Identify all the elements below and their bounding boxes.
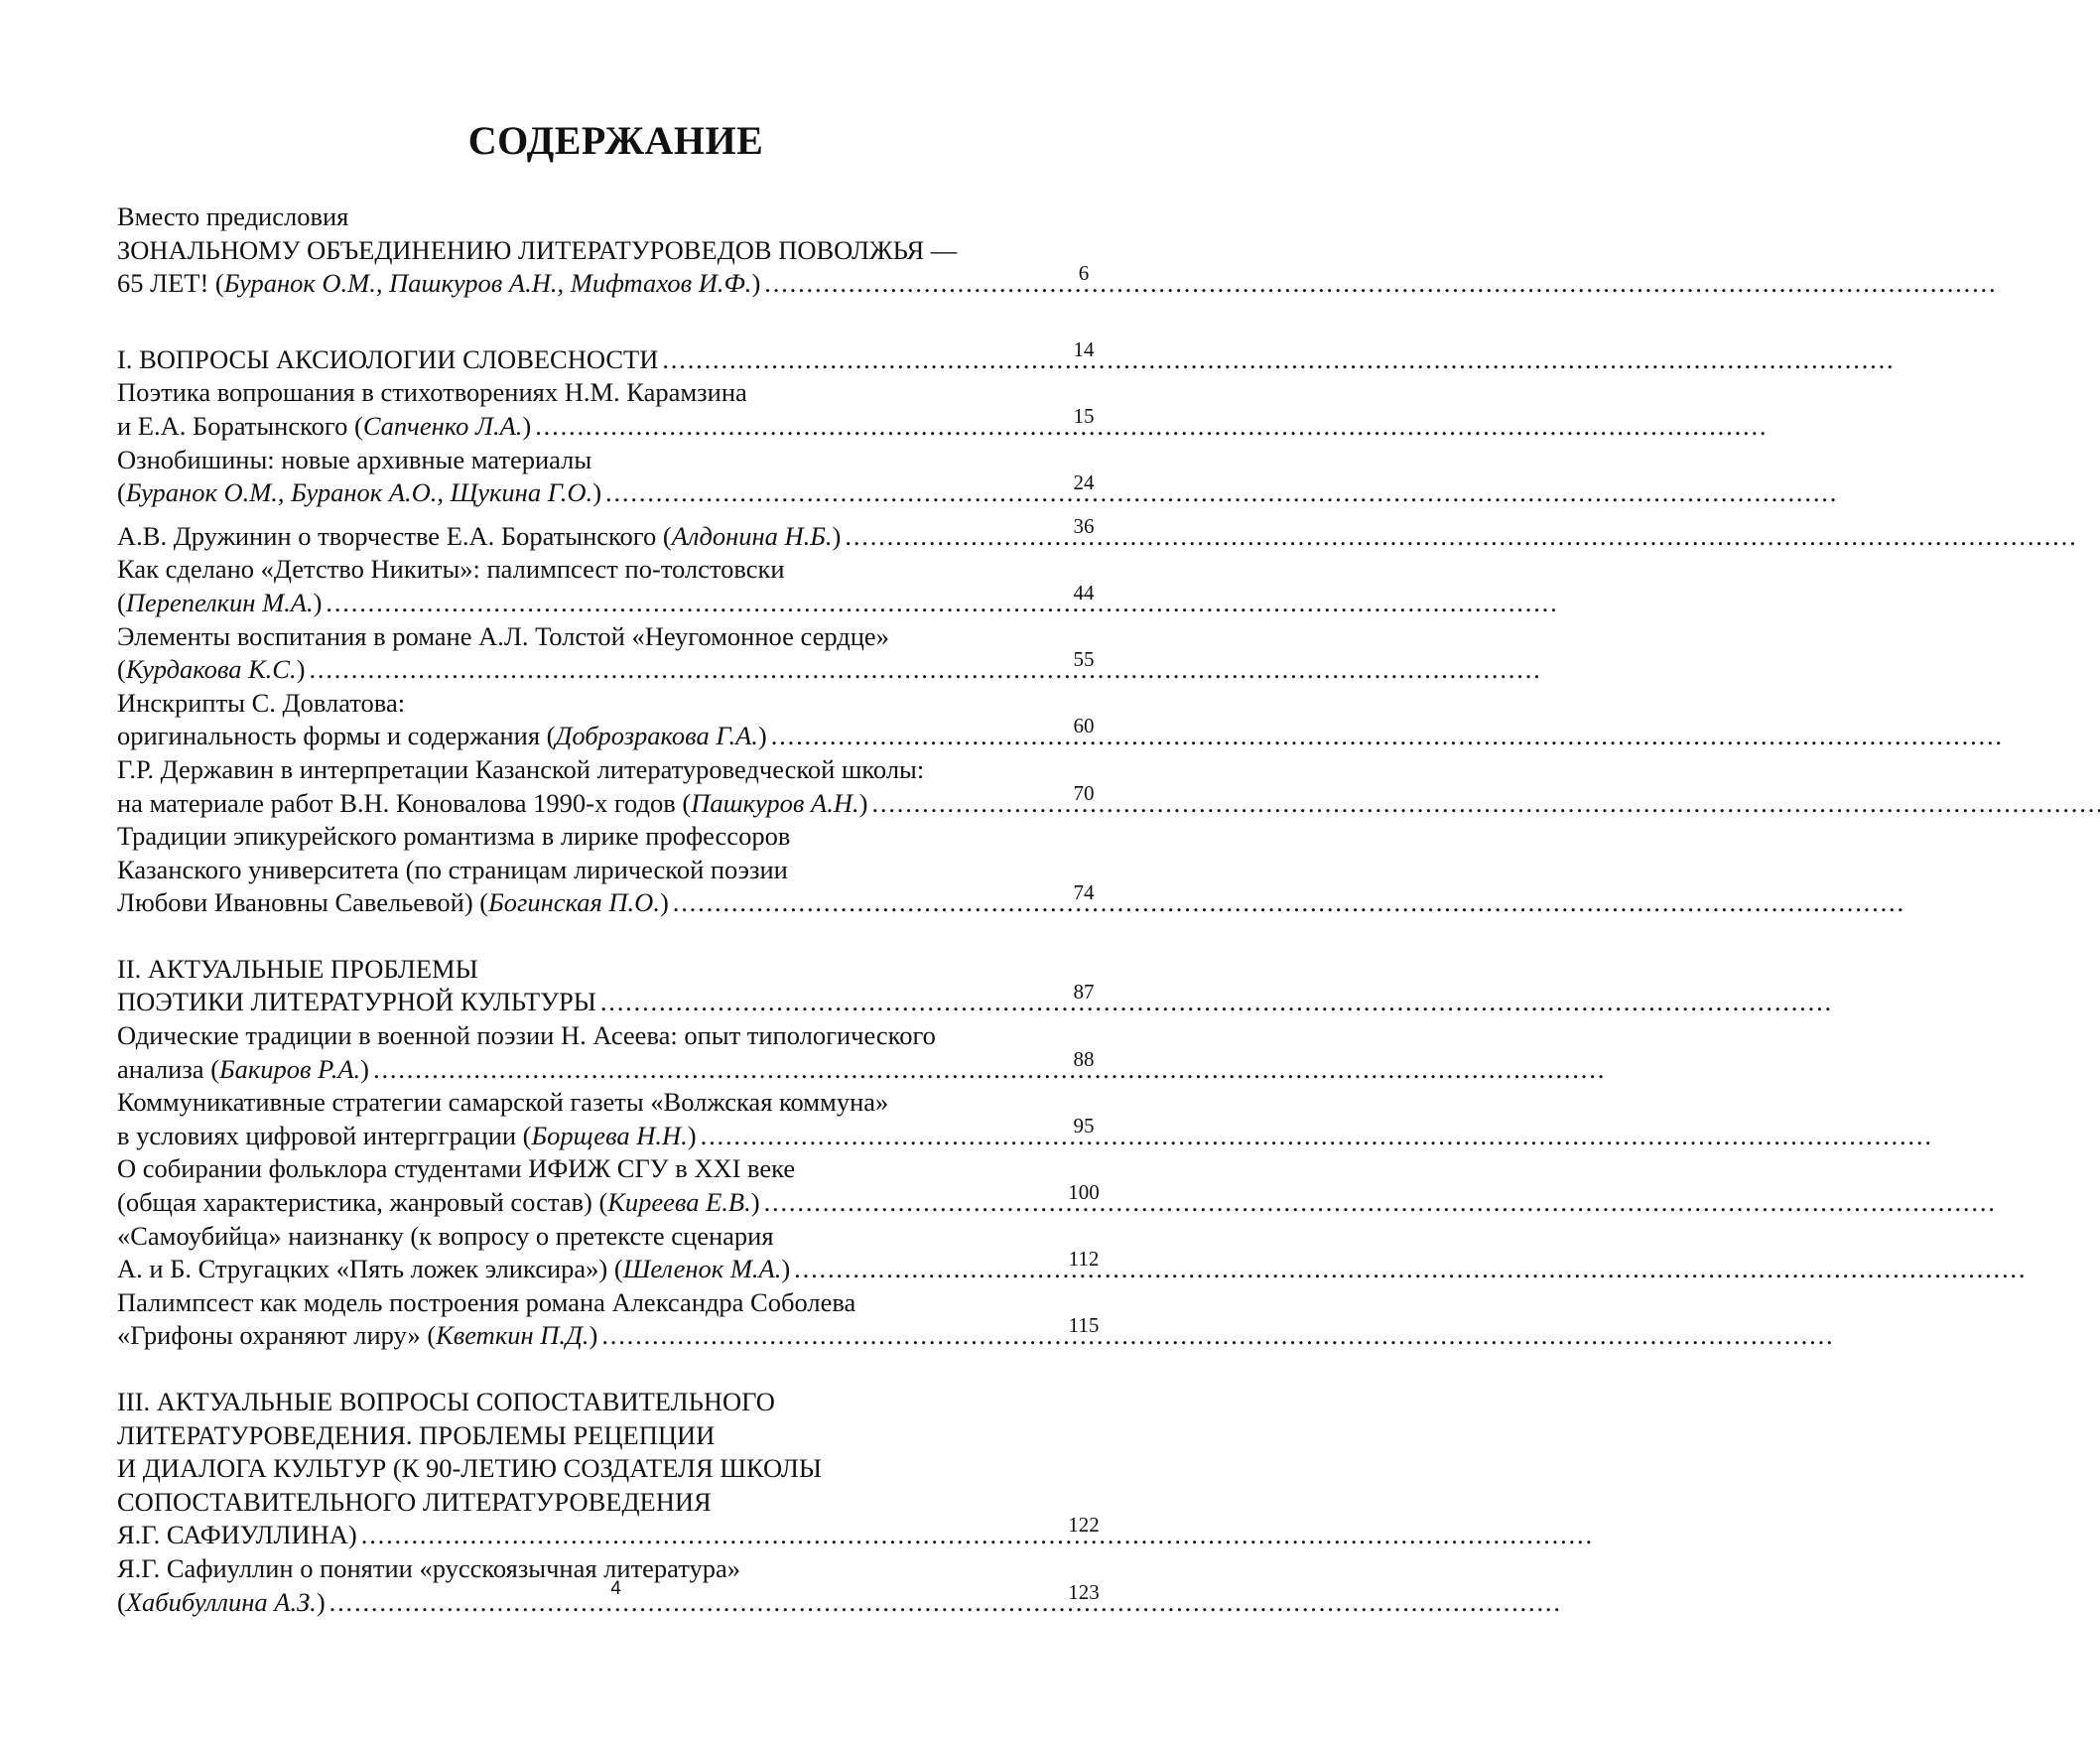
toc-page-number: 100 (1068, 1180, 1100, 1205)
toc-entry (117, 953, 1119, 1019)
title-text: ЗОНАЛЬНОМУ ОБЪЕДИНЕНИЮ ЛИТЕРАТУРОВЕДОВ ПОВОЛЖЬЯ — (117, 234, 958, 265)
toc-entry-line-text (117, 520, 841, 554)
toc-entry-title (117, 520, 1048, 554)
toc-entry (117, 553, 1119, 619)
dot-leader (597, 1319, 1048, 1353)
title-text: ( (117, 477, 126, 508)
toc-entry-line (117, 1319, 1048, 1353)
title-text: ) (589, 1320, 598, 1351)
toc-entry-line (117, 886, 1048, 920)
toc-entry-line-text (117, 410, 531, 444)
toc-entry (117, 687, 1119, 753)
section-gap (117, 920, 1119, 953)
title-text: СОПОСТАВИТЕЛЬНОГО ЛИТЕРАТУРОВЕДЕНИЯ (117, 1486, 712, 1517)
toc-entry-title (117, 553, 1048, 619)
dot-leader (596, 986, 1048, 1019)
section-gap (117, 301, 1119, 334)
author-names: Доброзракова Г.А. (555, 721, 758, 751)
title-text: ) (750, 1187, 760, 1218)
toc-page-number: 115 (1068, 1313, 1100, 1338)
author-names: Буранок О.М., Пашкуров А.Н., Мифтахов И.Ф. (223, 268, 752, 299)
toc-entry-line (117, 854, 1048, 887)
toc-entry-line (117, 201, 1048, 234)
title-text: Одические традиции в военной поэзии Н. Асеева: опыт типологического (117, 1020, 936, 1051)
title-text: Коммуникативные стратегии самарской газеты «Волжская коммуна» (117, 1087, 889, 1118)
title-text: «Грифоны охраняют лиру» ( (117, 1320, 437, 1351)
toc-entry-title (117, 1086, 1048, 1152)
title-text: ) (296, 654, 306, 685)
toc-entry-line (117, 267, 1048, 301)
toc-entry-title (117, 444, 1048, 510)
toc-entry (117, 1152, 1119, 1219)
toc-entry (117, 1220, 1119, 1286)
author-names: Киреева Е.В. (607, 1187, 751, 1218)
title-text: I. ВОПРОСЫ АКСИОЛОГИИ СЛОВЕСНОСТИ (117, 343, 659, 374)
toc-entry (117, 1086, 1119, 1152)
title-text: Я.Г. Сафиуллин о понятии «русскоязычная литература» (117, 1552, 741, 1583)
title-text: ( (117, 1586, 126, 1617)
title-text: Поэтика вопрошания в стихотворениях Н.М. Карамзина (117, 377, 747, 408)
toc-entry-line-text (117, 886, 669, 920)
toc-entry (117, 820, 1119, 920)
toc-entry-line (117, 1452, 1048, 1486)
author-names: Хабибуллина А.З. (125, 1586, 317, 1617)
toc-entry-line (117, 620, 1048, 654)
toc-entry-title (117, 953, 1048, 1019)
title-text: ) (360, 1053, 369, 1084)
title-text: ) (592, 477, 602, 508)
toc-entry-line (117, 787, 1048, 821)
toc-page-number: 36 (1073, 513, 1095, 538)
dot-leader (305, 653, 1048, 687)
title-text: ) (316, 1586, 326, 1617)
title-text: Палимпсест как модель построения романа Александра Соболева (117, 1286, 856, 1317)
toc-entry-title (117, 1386, 1048, 1552)
toc-entry-title (117, 376, 1048, 443)
toc-entry-line-text (117, 476, 601, 510)
toc-entry-line (117, 820, 1048, 854)
toc-page-number: 60 (1073, 714, 1095, 738)
author-names: Курдакова К.С. (125, 654, 297, 685)
title-text: ПОЭТИКИ ЛИТЕРАТУРНОЙ КУЛЬТУРЫ (117, 987, 596, 1017)
toc-entry-line (117, 953, 1048, 987)
toc-page-number: 112 (1068, 1247, 1100, 1272)
toc-entry-line (117, 1019, 1048, 1053)
author-names: Шеленок М.А. (622, 1254, 782, 1284)
dot-leader (760, 1186, 1048, 1220)
toc-page-number: 95 (1073, 1113, 1095, 1138)
title-text: ( (117, 654, 126, 685)
title-text: Ознобишины: новые архивные материалы (117, 444, 592, 474)
toc-entry (117, 753, 1119, 820)
toc-entry (117, 1386, 1119, 1552)
author-names: Бакиров Р.А. (219, 1053, 361, 1084)
dot-leader (669, 886, 1048, 920)
title-text: Г.Р. Державин в интерпретации Казанской литературоведческой школы: (117, 753, 925, 784)
toc-entry-line (117, 653, 1048, 687)
toc-page-number: 6 (1078, 261, 1090, 286)
toc-entry-line-text (117, 1186, 760, 1220)
toc-entry (117, 376, 1119, 443)
title-text: (общая характеристика, жанровый состав) ( (117, 1187, 608, 1218)
dot-leader (767, 720, 1048, 753)
toc-entry-line-text (117, 1053, 369, 1087)
toc-entry-line (117, 687, 1048, 721)
title-text: 65 ЛЕТ! ( (117, 268, 224, 299)
title-text: Традиции эпикурейского романтизма в лирике профессоров (117, 821, 791, 852)
title-text: III. АКТУАЛЬНЫЕ ВОПРОСЫ СОПОСТАВИТЕЛЬНОГО (117, 1387, 775, 1416)
page-number-footer: 4 (610, 1578, 621, 1599)
title-text: Я.Г. САФИУЛЛИНА) (117, 1520, 357, 1550)
title-text: Казанского университета (по страницам лирической поэзии (117, 854, 788, 884)
dot-leader (322, 587, 1048, 620)
toc-entry-line-text (117, 1519, 357, 1552)
toc-entry-line (117, 1286, 1048, 1320)
title-text: Вместо предисловия (117, 201, 349, 231)
toc-entry-title (117, 201, 1048, 301)
toc-entry-line-text (117, 343, 658, 377)
title-text: И ДИАЛОГА КУЛЬТУР (К 90-ЛЕТИЮ СОЗДАТЕЛЯ ШКОЛЫ (117, 1453, 822, 1484)
dot-leader (841, 520, 1048, 554)
table-of-contents (117, 201, 1119, 1619)
toc-entry (117, 201, 1119, 301)
dot-leader (760, 267, 1048, 301)
toc-entry-line-text (117, 986, 596, 1019)
title-text: ) (757, 721, 767, 751)
toc-entry-title (117, 1152, 1048, 1219)
toc-entry-line (117, 1120, 1048, 1153)
toc-entry-line-text (117, 587, 322, 620)
title-text: Элементы воспитания в романе А.Л. Толстой «Неугомонное сердце» (117, 620, 889, 651)
toc-page-number: 74 (1073, 880, 1095, 905)
toc-entry-line (117, 753, 1048, 787)
toc-entry (117, 444, 1119, 510)
author-names: Кветкин П.Д. (436, 1320, 590, 1351)
toc-page-number: 122 (1068, 1513, 1100, 1538)
toc-page-number: 44 (1073, 580, 1095, 604)
title-text: ) (522, 410, 532, 441)
toc-entry-line (117, 986, 1048, 1019)
title-text: II. АКТУАЛЬНЫЕ ПРОБЛЕМЫ (117, 953, 478, 984)
toc-page-number: 87 (1073, 980, 1095, 1005)
title-text: Как сделано «Детство Никиты»: палимпсест по-толстовски (117, 554, 785, 585)
title-text: ) (858, 787, 868, 818)
toc-entry (117, 334, 1119, 377)
title-text: «Самоубийца» наизнанку (к вопросу о претексте сценария (117, 1220, 774, 1251)
toc-entry-line (117, 1086, 1048, 1120)
title-text: ) (832, 520, 842, 551)
toc-entry-line-text (117, 653, 305, 687)
title-text: оригинальность формы и содержания ( (117, 721, 556, 751)
title-text: ) (751, 268, 761, 299)
toc-entry-line (117, 376, 1048, 410)
title-text: ( (117, 587, 126, 617)
author-names: Сапченко Л.А. (362, 410, 523, 441)
toc-entry-line (117, 1152, 1048, 1186)
title-text: ) (313, 587, 323, 617)
title-text: на материале работ В.Н. Коновалова 1990-х годов ( (117, 787, 692, 818)
title-text: анализа ( (117, 1053, 220, 1084)
toc-entry-line (117, 1186, 1048, 1220)
title-text: ) (781, 1254, 791, 1284)
toc-page-number: 70 (1073, 780, 1095, 805)
toc-entry-title (117, 687, 1048, 753)
toc-entry-line (117, 476, 1048, 510)
toc-entry-line-text (117, 720, 767, 753)
toc-entry-title (117, 1019, 1048, 1086)
toc-entry-title (117, 1220, 1048, 1286)
toc-entry-line (117, 1386, 1048, 1419)
dot-leader (790, 1253, 1048, 1286)
dot-leader (531, 410, 1048, 444)
toc-entry (117, 620, 1119, 687)
author-names: Буранок О.М., Буранок А.О., Щукина Г.О. (125, 477, 593, 508)
toc-entry-title (117, 620, 1048, 687)
toc-entry (117, 510, 1119, 554)
toc-entry-line (117, 587, 1048, 620)
toc-entry-line (117, 410, 1048, 444)
page-title: СОДЕРЖАНИЕ (467, 118, 764, 163)
title-text: ) (687, 1120, 697, 1150)
toc-entry-line (117, 343, 1048, 377)
toc-page-number: 14 (1073, 336, 1095, 361)
title-text: А.В. Дружинин о творчестве Е.А. Боратынского ( (117, 520, 672, 551)
title-text: Любови Ивановны Савельевой) ( (117, 887, 489, 918)
toc-page-number: 24 (1073, 470, 1095, 495)
author-names: Алдонина Н.Б. (671, 520, 833, 551)
dot-leader (697, 1120, 1048, 1153)
title-text: О собирании фольклора студентами ИФИЖ СГУ в XXI веке (117, 1153, 796, 1184)
title-text: ) (659, 887, 669, 918)
toc-page-number: 123 (1068, 1579, 1100, 1604)
toc-entry-title (117, 753, 1048, 820)
toc-entry-line (117, 1220, 1048, 1254)
toc-entry-title (117, 820, 1048, 920)
dot-leader (867, 787, 1048, 821)
toc-entry-line (117, 1253, 1048, 1286)
title-text: Инскрипты С. Довлатова: (117, 687, 406, 718)
dot-leader (601, 476, 1048, 510)
toc-page-number: 15 (1073, 403, 1095, 428)
toc-entry-line-text (117, 1319, 597, 1353)
author-names: Борщева Н.Н. (531, 1120, 688, 1150)
title-text: ЛИТЕРАТУРОВЕДЕНИЯ. ПРОБЛЕМЫ РЕЦЕПЦИИ (117, 1419, 716, 1450)
toc-entry-line-text (117, 787, 867, 821)
title-text: и Е.А. Боратынского ( (117, 410, 363, 441)
toc-entry-line-text (117, 267, 760, 301)
author-names: Перепелкин М.А. (125, 587, 314, 617)
author-names: Пашкуров А.Н. (691, 787, 859, 818)
toc-entry-line (117, 520, 1048, 554)
toc-entry-line (117, 1519, 1048, 1552)
toc-entry-title (117, 1286, 1048, 1353)
toc-entry-line (117, 1053, 1048, 1087)
toc-entry-line-text (117, 1253, 790, 1286)
toc-entry (117, 1019, 1119, 1086)
toc-entry-title (117, 343, 1048, 377)
dot-leader (658, 343, 1048, 377)
toc-entry-line (117, 553, 1048, 587)
section-gap (117, 1353, 1119, 1386)
title-text: А. и Б. Стругацких «Пять ложек эликсира») ( (117, 1254, 623, 1284)
toc-entry (117, 1286, 1119, 1353)
toc-entry-line (117, 444, 1048, 477)
toc-entry-line (117, 1419, 1048, 1453)
author-names: Богинская П.О. (488, 887, 660, 918)
toc-page-number: 55 (1073, 647, 1095, 672)
toc-entry-line (117, 234, 1048, 268)
toc-page-number: 88 (1073, 1046, 1095, 1071)
dot-leader (369, 1053, 1048, 1087)
toc-entry-line (117, 1486, 1048, 1520)
title-text: в условиях цифровой интергграции ( (117, 1120, 532, 1150)
toc-entry-line-text (117, 1120, 697, 1153)
dot-leader (357, 1519, 1048, 1552)
toc-entry-line (117, 720, 1048, 753)
